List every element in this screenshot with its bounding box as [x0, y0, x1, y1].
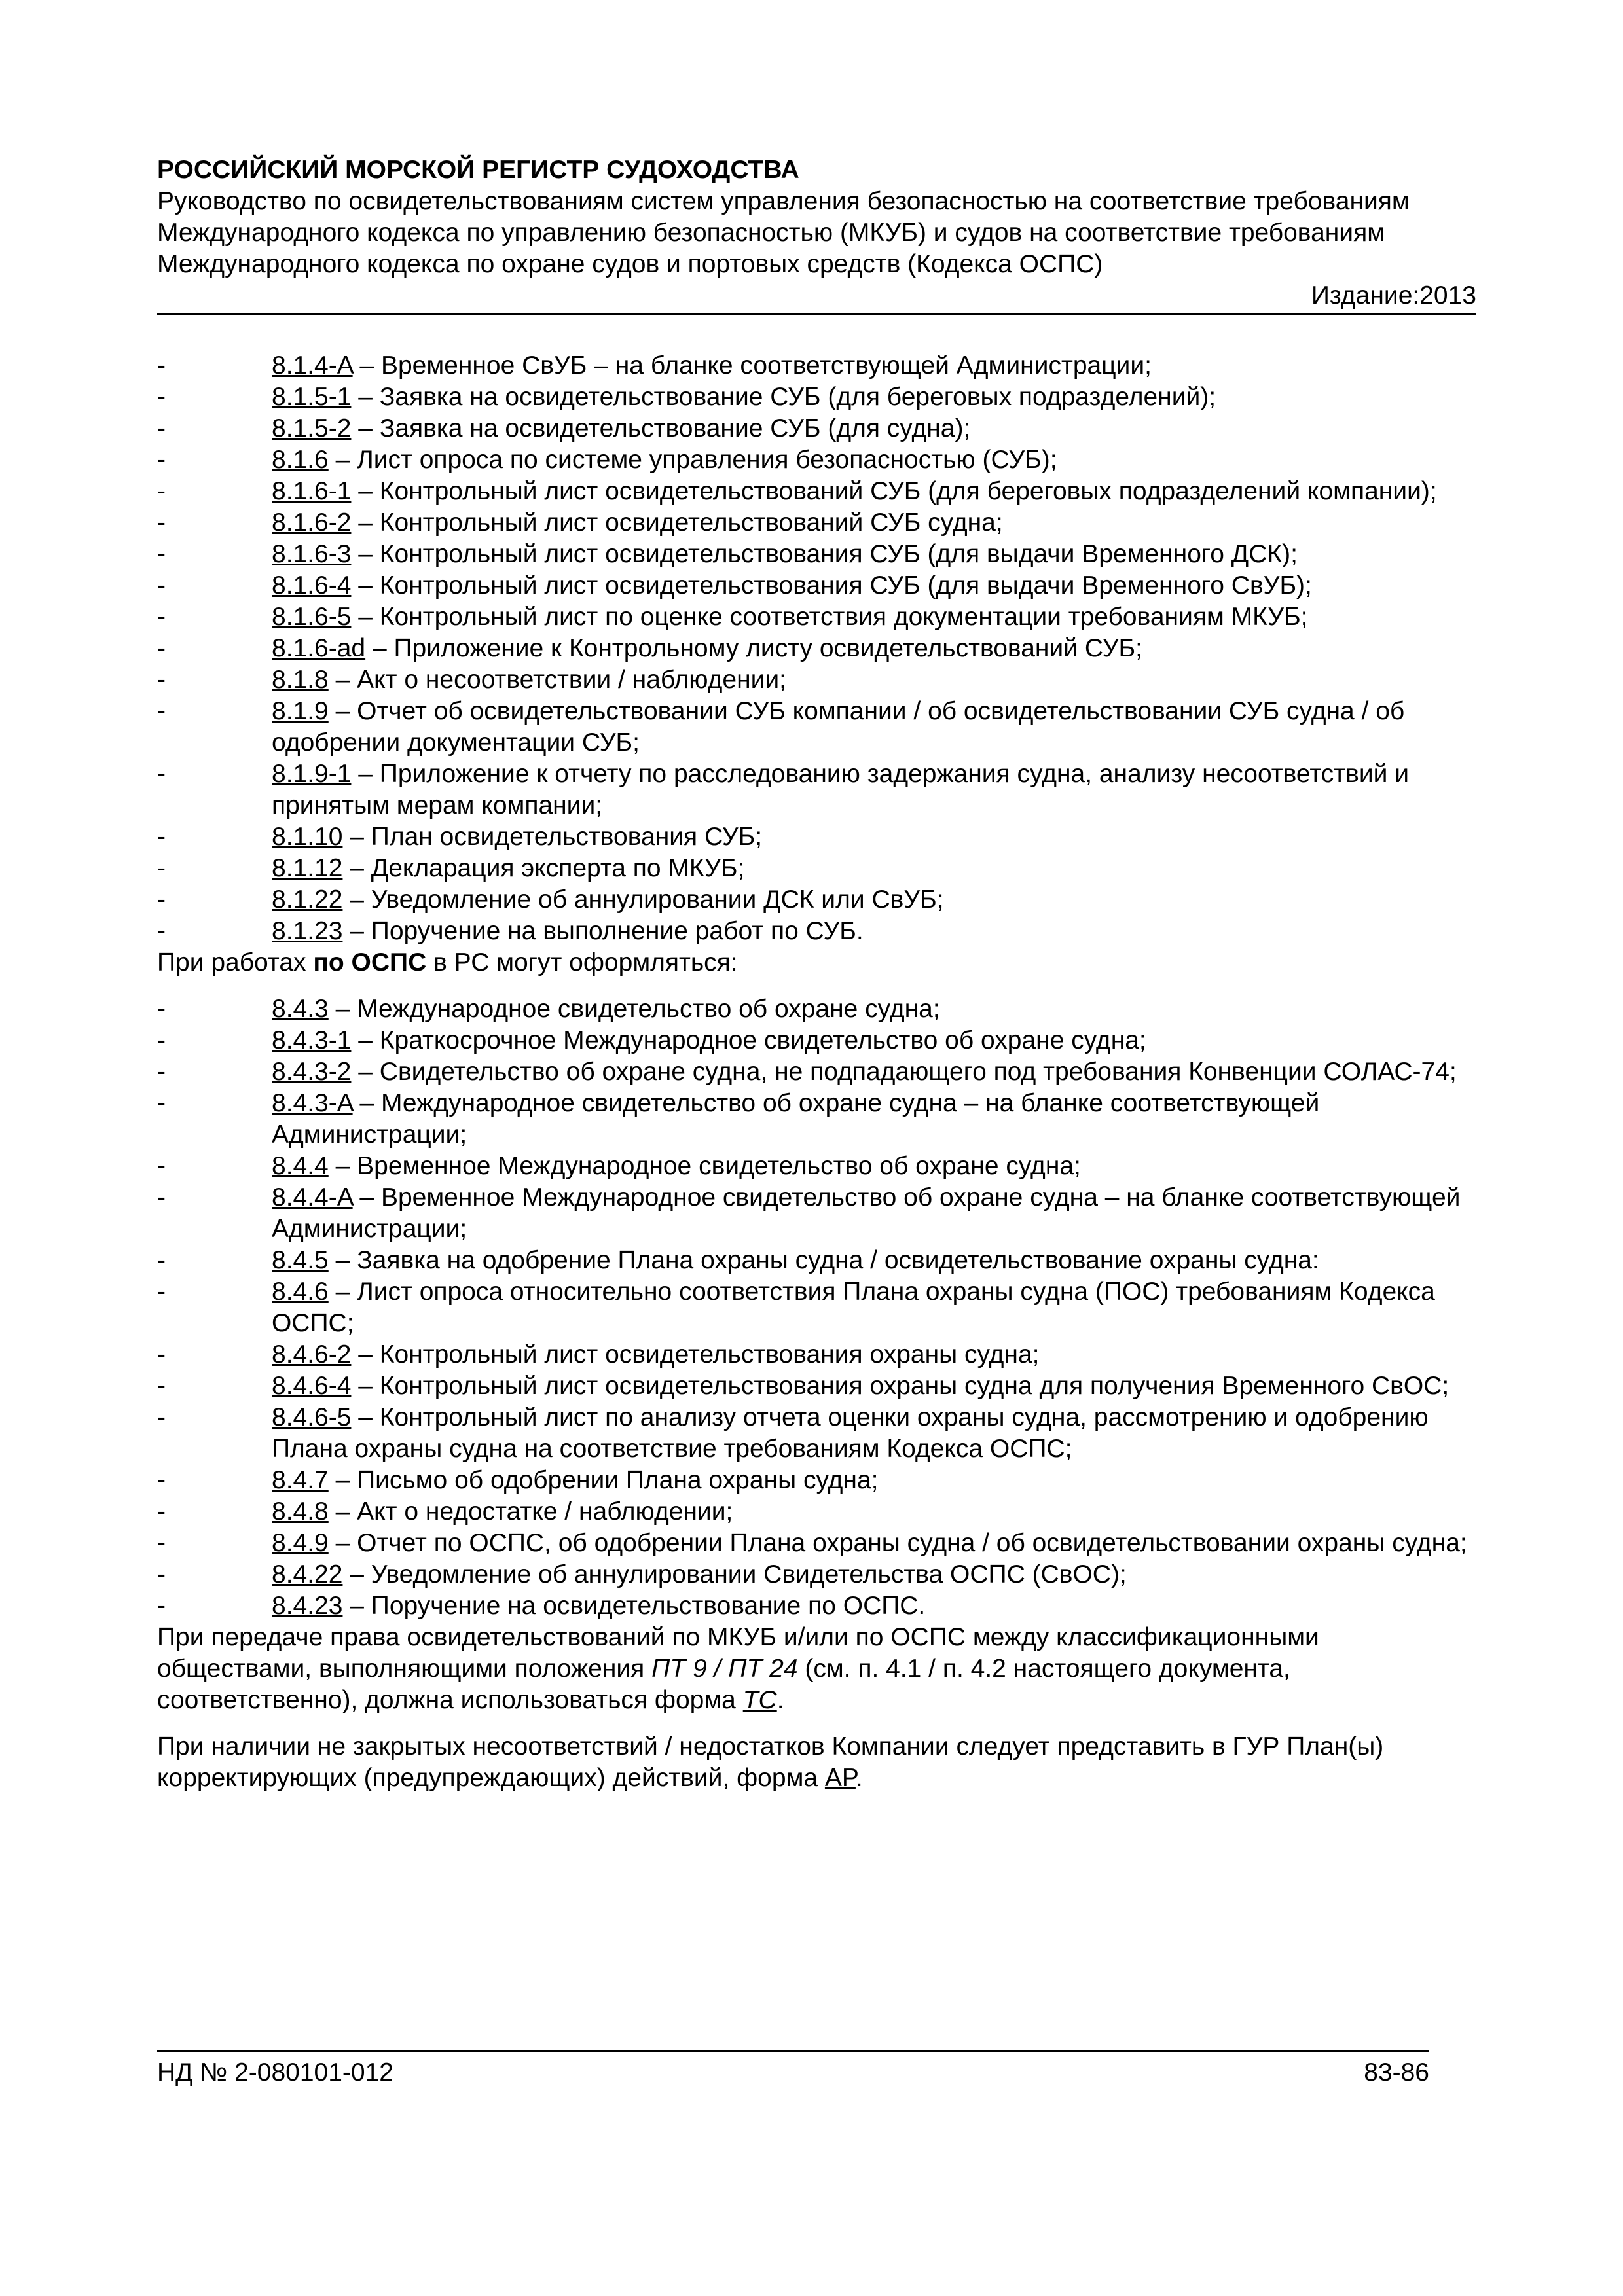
form-link[interactable]: 8.4.9: [272, 1529, 329, 1557]
list-item: [157, 570, 1476, 601]
form-description: – Временное СвУБ – на бланке соответствующей Администрации;: [352, 351, 1152, 380]
list-dash: -: [157, 540, 166, 568]
list-dash: -: [157, 1089, 166, 1117]
page-footer: [157, 2050, 1429, 2089]
list-dash: -: [157, 1246, 166, 1274]
form-description: – Заявка на освидетельствование СУБ (для судна);: [351, 414, 971, 442]
form-link[interactable]: 8.4.23: [272, 1592, 343, 1620]
list-dash: -: [157, 1340, 166, 1369]
main-content: [157, 350, 1476, 1794]
list-item: [157, 1276, 1476, 1339]
page-header: [157, 154, 1476, 315]
form-link-tc[interactable]: TC: [742, 1686, 777, 1714]
list-dash: -: [157, 603, 166, 631]
form-description: – Акт о недостатке / наблюдении;: [328, 1498, 733, 1526]
form-link[interactable]: 8.1.6-3: [272, 540, 352, 568]
form-link[interactable]: 8.4.3-A: [272, 1089, 353, 1117]
list-dash: -: [157, 351, 166, 380]
list-dash: -: [157, 823, 166, 851]
list-dash: -: [157, 509, 166, 537]
list-dash: -: [157, 1278, 166, 1306]
forms-list-sub: [157, 350, 1476, 947]
list-item: [157, 1402, 1476, 1465]
form-link[interactable]: 8.4.22: [272, 1560, 343, 1588]
list-item: [157, 1371, 1476, 1402]
list-dash: -: [157, 1183, 166, 1211]
list-dash: -: [157, 1560, 166, 1588]
form-description: – Контрольный лист освидетельствований СУБ судна;: [351, 509, 1003, 537]
forms-list-ospc: [157, 994, 1476, 1622]
list-item: [157, 884, 1476, 916]
list-item: [157, 382, 1476, 413]
list-dash: -: [157, 1058, 166, 1086]
form-link[interactable]: 8.1.6-1: [272, 477, 352, 505]
form-description: – Заявка на одобрение Плана охраны судна / освидетельствование охраны судна:: [328, 1246, 1319, 1274]
form-description: – План освидетельствования СУБ;: [342, 823, 763, 851]
form-description: – Временное Международное свидетельство об охране судна;: [328, 1152, 1081, 1180]
form-link[interactable]: 8.4.7: [272, 1466, 329, 1494]
form-link[interactable]: 8.4.4: [272, 1152, 329, 1180]
form-description: – Лист опроса по системе управления безопасностью (СУБ);: [328, 446, 1057, 474]
document-title: Руководство по освидетельствованиям систем управления безопасностью на соответствие требованиям Международного кодекса по управлению безопасностью (МКУБ) и судов на соответствие требованиям Международного кодекса по охране судов и портовых средств (Кодекса ОСПС): [157, 187, 1410, 278]
header-divider: [157, 313, 1476, 315]
form-link-ap[interactable]: AP: [824, 1764, 856, 1792]
list-dash: -: [157, 760, 166, 788]
form-description: – Контрольный лист освидетельствования охраны судна для получения Временного СвОС;: [351, 1372, 1450, 1400]
form-description: – Международное свидетельство об охране судна – на бланке соответствующей Администрации;: [272, 1089, 1320, 1149]
form-description: – Отчет об освидетельствовании СУБ компании / об освидетельствовании СУБ судна / об одобрении документации СУБ;: [272, 697, 1405, 757]
form-link[interactable]: 8.1.6-5: [272, 603, 352, 631]
form-description: – Приложение к Контрольному листу освидетельствований СУБ;: [365, 634, 1142, 662]
list-dash: -: [157, 917, 166, 945]
form-description: – Контрольный лист по анализу отчета оценки охраны судна, рассмотрению и одобрению Плана охраны судна на соответствие требованиям Кодекса ОСПС;: [272, 1403, 1429, 1463]
ospc-intro: При работах по ОСПС в РС могут оформляться:: [157, 948, 738, 977]
list-dash: -: [157, 1152, 166, 1180]
list-dash: -: [157, 1372, 166, 1400]
list-item: [157, 821, 1476, 853]
form-link[interactable]: 8.1.4-A: [272, 351, 353, 380]
page-number: 83-86: [1364, 2058, 1429, 2087]
form-link[interactable]: 8.4.8: [272, 1498, 329, 1526]
paragraph-transfer: При передаче права освидетельствований по МКУБ и/или по ОСПС между классификационными обществами, выполняющими положения ПТ 9 / ПТ 24 (см. п. 4.1 / п. 4.2 настоящего документа, соответственно), должна использоваться форма TC.: [157, 1623, 1319, 1714]
list-item: [157, 1528, 1476, 1559]
list-dash: -: [157, 414, 166, 442]
paragraph-corrective: При наличии не закрытых несоответствий / недостатков Компании следует представить в ГУР План(ы) корректирующих (предупреждающих) действий, форма AP.: [157, 1732, 1384, 1792]
form-link[interactable]: 8.4.6-4: [272, 1372, 352, 1400]
form-link[interactable]: 8.1.6-4: [272, 571, 352, 600]
form-link[interactable]: 8.4.4-A: [272, 1183, 353, 1211]
list-dash: -: [157, 697, 166, 725]
list-dash: -: [157, 1403, 166, 1431]
list-dash: -: [157, 1498, 166, 1526]
form-link[interactable]: 8.1.8: [272, 666, 329, 694]
list-dash: -: [157, 571, 166, 600]
form-description: – Поручение на освидетельствование по ОСПС.: [342, 1592, 926, 1620]
list-item: [157, 1056, 1476, 1088]
list-dash: -: [157, 995, 166, 1023]
edition-label: Издание:2013: [1311, 281, 1476, 310]
form-link[interactable]: 8.4.6-5: [272, 1403, 352, 1431]
form-description: – Акт о несоответствии / наблюдении;: [328, 666, 787, 694]
list-dash: -: [157, 1529, 166, 1557]
list-dash: -: [157, 854, 166, 882]
form-description: – Контрольный лист освидетельствования СУБ (для выдачи Временного ДСК);: [351, 540, 1298, 568]
list-item: [157, 853, 1476, 884]
form-description: – Уведомление об аннулировании ДСК или СвУБ;: [342, 886, 944, 914]
list-item: [157, 994, 1476, 1025]
list-dash: -: [157, 886, 166, 914]
list-item: [157, 350, 1476, 382]
list-item: [157, 696, 1476, 759]
organization-title: РОССИЙСКИЙ МОРСКОЙ РЕГИСТР СУДОХОДСТВА: [157, 156, 799, 184]
list-item: [157, 1590, 1476, 1622]
list-item: [157, 1245, 1476, 1276]
list-item: [157, 1465, 1476, 1496]
form-description: – Декларация эксперта по МКУБ;: [342, 854, 745, 882]
form-link[interactable]: 8.1.12: [272, 854, 343, 882]
list-item: [157, 1182, 1476, 1245]
form-link[interactable]: 8.1.6-2: [272, 509, 352, 537]
list-dash: -: [157, 634, 166, 662]
doc-number: НД № 2-080101-012: [157, 2058, 393, 2087]
list-item: [157, 1339, 1476, 1371]
list-item: [157, 413, 1476, 444]
form-link[interactable]: 8.4.3-1: [272, 1026, 352, 1054]
list-item: [157, 916, 1476, 947]
form-link[interactable]: 8.1.9: [272, 697, 329, 725]
form-description: – Письмо об одобрении Плана охраны судна;: [328, 1466, 879, 1494]
form-description: – Международное свидетельство об охране судна;: [328, 995, 940, 1023]
form-description: – Лист опроса относительно соответствия Плана охраны судна (ПОС) требованиям Кодекса ОСПС;: [272, 1278, 1435, 1337]
form-description: – Краткосрочное Международное свидетельство об охране судна;: [351, 1026, 1146, 1054]
form-link[interactable]: 8.1.6-ad: [272, 634, 366, 662]
form-link[interactable]: 8.4.3-2: [272, 1058, 352, 1086]
form-description: – Контрольный лист освидетельствований СУБ (для береговых подразделений компании);: [351, 477, 1437, 505]
form-link[interactable]: 8.1.5-1: [272, 383, 352, 411]
form-description: – Временное Международное свидетельство об охране судна – на бланке соответствующей Администрации;: [272, 1183, 1461, 1243]
list-item: [157, 1559, 1476, 1590]
list-item: [157, 507, 1476, 539]
list-dash: -: [157, 477, 166, 505]
form-description: – Свидетельство об охране судна, не подпадающего под требования Конвенции СОЛАС-74;: [351, 1058, 1457, 1086]
list-item: [157, 1025, 1476, 1056]
list-dash: -: [157, 1592, 166, 1620]
form-link[interactable]: 8.4.5: [272, 1246, 329, 1274]
form-description: – Заявка на освидетельствование СУБ (для береговых подразделений);: [351, 383, 1216, 411]
form-link[interactable]: 8.4.6: [272, 1278, 329, 1306]
list-dash: -: [157, 1026, 166, 1054]
form-description: – Поручение на выполнение работ по СУБ.: [342, 917, 864, 945]
form-description: – Отчет по ОСПС, об одобрении Плана охраны судна / об освидетельствовании охраны судна;: [328, 1529, 1467, 1557]
list-item: [157, 1151, 1476, 1182]
form-link[interactable]: 8.1.23: [272, 917, 343, 945]
rule-reference: ПТ 9 / ПТ 24: [651, 1655, 798, 1683]
form-description: – Приложение к отчету по расследованию задержания судна, анализу несоответствий и принятым мерам компании;: [272, 760, 1410, 819]
ospc-intro-bold: по ОСПС: [313, 948, 427, 977]
list-item: [157, 664, 1476, 696]
list-dash: -: [157, 1466, 166, 1494]
list-item: [157, 539, 1476, 570]
list-dash: -: [157, 666, 166, 694]
form-link[interactable]: 8.4.3: [272, 995, 329, 1023]
footer-divider: [157, 2050, 1429, 2052]
list-item: [157, 1088, 1476, 1151]
form-description: – Контрольный лист по оценке соответствия документации требованиям МКУБ;: [351, 603, 1308, 631]
list-item: [157, 633, 1476, 664]
form-link[interactable]: 8.1.6: [272, 446, 329, 474]
list-item: [157, 1496, 1476, 1528]
form-link[interactable]: 8.1.5-2: [272, 414, 352, 442]
list-item: [157, 759, 1476, 821]
list-item: [157, 476, 1476, 507]
form-description: – Контрольный лист освидетельствования охраны судна;: [351, 1340, 1040, 1369]
list-dash: -: [157, 446, 166, 474]
list-item: [157, 601, 1476, 633]
form-description: – Уведомление об аннулировании Свидетельства ОСПС (СвОС);: [342, 1560, 1127, 1588]
form-link[interactable]: 8.1.9-1: [272, 760, 352, 788]
list-item: [157, 444, 1476, 476]
list-dash: -: [157, 383, 166, 411]
form-link[interactable]: 8.4.6-2: [272, 1340, 352, 1369]
form-link[interactable]: 8.1.22: [272, 886, 343, 914]
form-link[interactable]: 8.1.10: [272, 823, 343, 851]
form-description: – Контрольный лист освидетельствования СУБ (для выдачи Временного СвУБ);: [351, 571, 1312, 600]
